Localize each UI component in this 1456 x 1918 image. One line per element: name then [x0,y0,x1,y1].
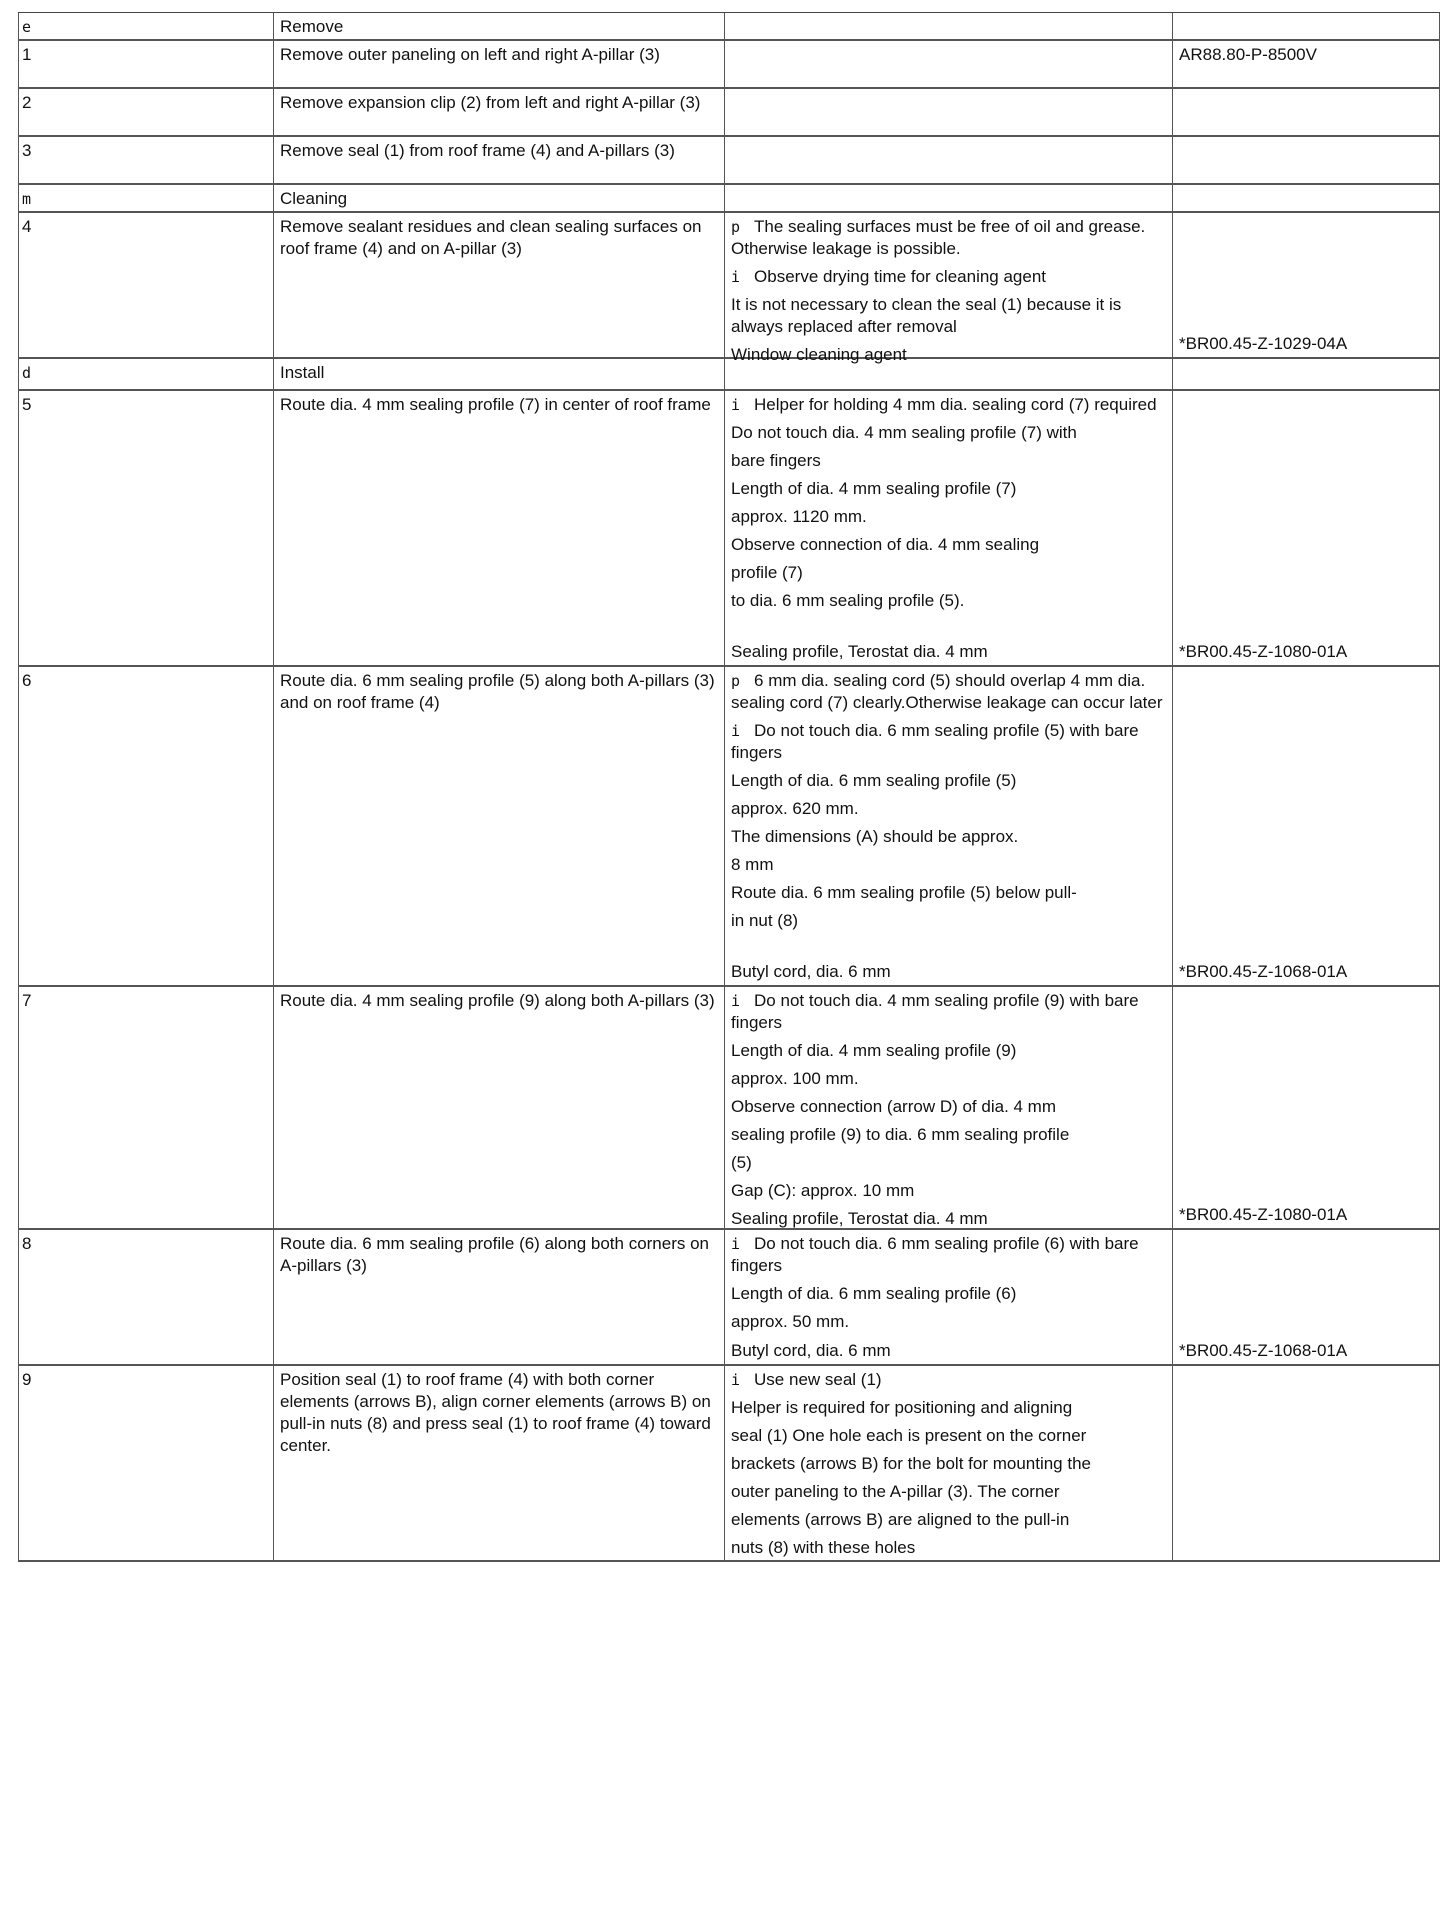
note-text: i Helper for holding 4 mm dia. sealing cord (7) required [731,395,1157,414]
step-instruction: Remove sealant residues and clean sealing surfaces on roof frame (4) and on A-pillar (3) [273,213,724,357]
note-text: 8 mm [731,855,774,874]
procedure-table [18,12,1440,1562]
reference-code [1172,667,1440,985]
step-notes [724,41,1172,87]
step-number: 5 [18,391,273,665]
note-text: profile (7) [731,563,803,582]
note-text: Do not touch dia. 4 mm sealing profile (7) with [731,423,1077,442]
note-text: Observe connection (arrow D) of dia. 4 mm [731,1097,1057,1116]
step-notes [724,987,1172,1228]
step-instruction: Route dia. 6 mm sealing profile (5) along both A-pillars (3) and on roof frame (4) [273,667,724,985]
reference-id: *BR00.45-Z-1080-01A [1179,1205,1348,1224]
note-text: p The sealing surfaces must be free of oil and grease. Otherwise leakage is possible. [731,217,1146,258]
reference-id: *BR00.45-Z-1068-01A [1179,962,1348,981]
note-text: Gap (C): approx. 10 mm [731,1181,915,1200]
step-number: 4 [18,213,273,357]
step-instruction: Position seal (1) to roof frame (4) with both corner elements (arrows B), align corner elements (arrows B) on pull-in nuts (8) and press seal (1) to roof frame (4) toward center. [273,1366,724,1560]
reference-code [1172,137,1440,183]
note-text: i Observe drying time for cleaning agent [731,267,1047,286]
note-text: bare fingers [731,451,821,470]
table-row [18,13,1440,41]
step-notes [724,391,1172,665]
step-notes [724,13,1172,39]
reference-code [1172,213,1440,357]
table-row [18,391,1440,667]
reference-code [1172,89,1440,135]
material-name: Sealing profile, Terostat dia. 4 mm [731,1209,988,1228]
note-text: nuts (8) with these holes [731,1538,916,1557]
reference-code [1172,1230,1440,1364]
material-name: Butyl cord, dia. 6 mm [731,962,891,981]
note-text: to dia. 6 mm sealing profile (5). [731,591,965,610]
reference-code [1172,185,1440,211]
step-number: 1 [18,41,273,87]
step-instruction: Route dia. 4 mm sealing profile (7) in center of roof frame [273,391,724,665]
note-text: outer paneling to the A-pillar (3). The corner [731,1482,1060,1501]
step-instruction: Remove expansion clip (2) from left and right A-pillar (3) [273,89,724,135]
spacer [1179,394,1433,641]
note-text: Length of dia. 6 mm sealing profile (5) [731,771,1017,790]
step-notes [724,185,1172,211]
step-number: 9 [18,1366,273,1560]
reference-code [1172,359,1440,389]
reference-code [1172,13,1440,39]
material-name: Window cleaning agent [731,345,907,364]
step-notes [724,213,1172,364]
table-row [18,1230,1440,1366]
step-number: m [18,185,273,211]
note-text: It is not necessary to clean the seal (1) because it is always replaced after removal [731,295,1122,336]
note-text: approx. 100 mm. [731,1069,859,1088]
material-name: Sealing profile, Terostat dia. 4 mm [731,642,988,661]
table-row [18,359,1440,391]
note-text: i Do not touch dia. 6 mm sealing profile (5) with bare fingers [731,721,1139,762]
note-text: approx. 50 mm. [731,1312,850,1331]
table-row [18,185,1440,213]
note-text: i Use new seal (1) [731,1370,882,1389]
reference-code [1172,987,1440,1228]
note-warning-icon: p [731,218,741,236]
step-number: 7 [18,987,273,1228]
table-row [18,137,1440,185]
step-notes [724,1230,1172,1364]
table-row [18,667,1440,987]
note-text: sealing profile (9) to dia. 6 mm sealing profile [731,1125,1070,1144]
step-notes [724,89,1172,135]
note-text: in nut (8) [731,911,799,930]
note-text: i Do not touch dia. 4 mm sealing profile (9) with bare fingers [731,991,1139,1032]
step-number: 6 [18,667,273,985]
spacer [1179,216,1433,333]
table-row [18,987,1440,1230]
note-text: approx. 620 mm. [731,799,859,818]
step-instruction: Remove seal (1) from roof frame (4) and A-pillars (3) [273,137,724,183]
note-text: Length of dia. 4 mm sealing profile (9) [731,1041,1017,1060]
page-footer [18,1903,1440,1913]
step-instruction: Route dia. 6 mm sealing profile (6) along both corners on A-pillars (3) [273,1230,724,1364]
note-text: Observe connection of dia. 4 mm sealing [731,535,1040,554]
reference-id: *BR00.45-Z-1029-04A [1179,334,1348,353]
step-number: 8 [18,1230,273,1364]
material-name: Butyl cord, dia. 6 mm [731,1341,891,1360]
spacer [1179,990,1433,1204]
step-instruction: Cleaning [273,185,724,211]
reference-code [1172,391,1440,665]
note-info-icon: i [731,992,741,1010]
step-number: 3 [18,137,273,183]
step-instruction: Install [273,359,724,389]
step-notes [724,137,1172,183]
note-text: (5) [731,1153,752,1172]
step-number: e [18,13,273,39]
note-info-icon: i [731,722,741,740]
note-text: approx. 1120 mm. [731,507,867,526]
step-instruction: Remove [273,13,724,39]
note-text: i Do not touch dia. 6 mm sealing profile (6) with bare fingers [731,1234,1139,1275]
table-row [18,89,1440,137]
table-row [18,213,1440,364]
note-text: Length of dia. 6 mm sealing profile (6) [731,1284,1017,1303]
spacer [1179,670,1433,961]
note-text: Route dia. 6 mm sealing profile (5) below pull- [731,883,1077,902]
spacer [1179,1233,1433,1340]
note-warning-icon: p [731,672,741,690]
step-number: 2 [18,89,273,135]
spacer [731,938,1166,961]
step-instruction: Remove outer paneling on left and right A-pillar (3) [273,41,724,87]
note-text: The dimensions (A) should be approx. [731,827,1019,846]
reference-id: *BR00.45-Z-1080-01A [1179,642,1348,661]
note-text: seal (1) One hole each is present on the corner [731,1426,1087,1445]
note-info-icon: i [731,396,741,414]
step-notes [724,1366,1172,1560]
reference-id: AR88.80-P-8500V [1179,45,1317,64]
note-text: p 6 mm dia. sealing cord (5) should overlap 4 mm dia. sealing cord (7) clearly.Otherwise leakage can occur later [731,671,1163,712]
step-notes [724,667,1172,985]
note-text: brackets (arrows B) for the bolt for mounting the [731,1454,1091,1473]
note-text: Length of dia. 4 mm sealing profile (7) [731,479,1017,498]
table-row [18,41,1440,89]
spacer [731,618,1166,641]
step-instruction: Route dia. 4 mm sealing profile (9) along both A-pillars (3) [273,987,724,1228]
step-notes [724,359,1172,389]
table-row [18,1366,1440,1562]
note-info-icon: i [731,1371,741,1389]
note-text: Helper is required for positioning and aligning [731,1398,1073,1417]
note-text: elements (arrows B) are aligned to the pull-in [731,1510,1070,1529]
note-info-icon: i [731,1235,741,1253]
reference-code [1172,41,1440,87]
step-number: d [18,359,273,389]
reference-code [1172,1366,1440,1560]
reference-id: *BR00.45-Z-1068-01A [1179,1341,1348,1360]
note-info-icon: i [731,268,741,286]
